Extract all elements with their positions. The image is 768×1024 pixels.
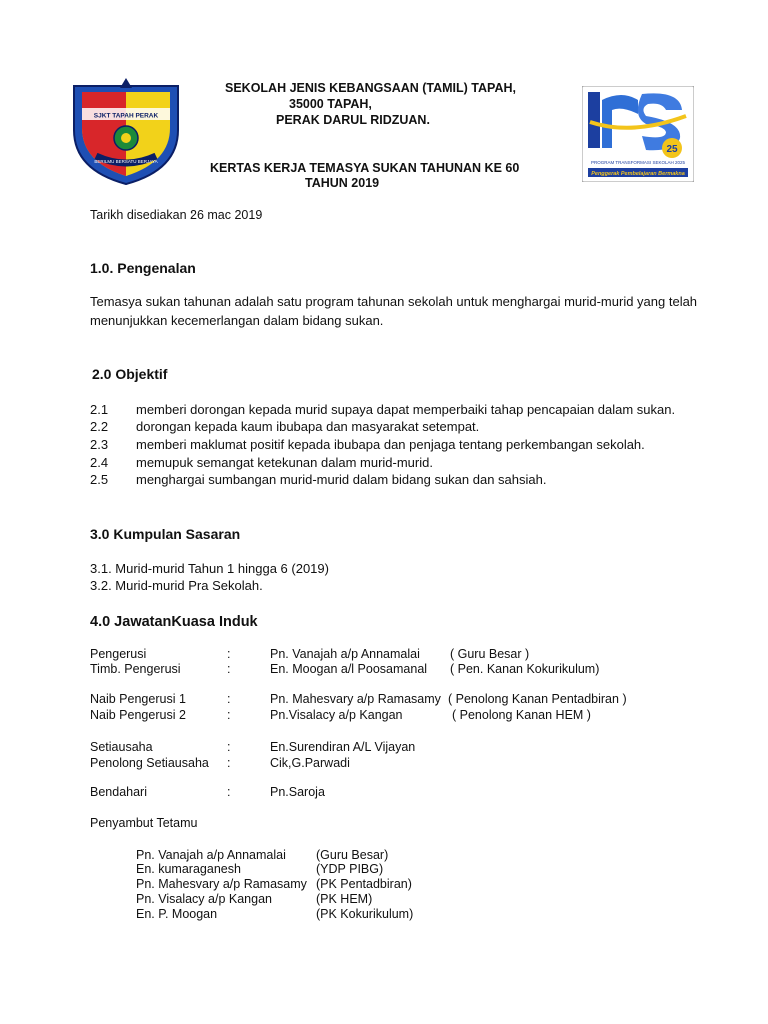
- committee-name: Pn. Mahesvary a/p Ramasamy: [270, 692, 441, 706]
- svg-text:25: 25: [666, 144, 678, 155]
- welcome-name: En. P. Moogan: [136, 907, 218, 921]
- welcome-committee-heading: Penyambut Tetamu: [90, 816, 198, 830]
- committee-note: ( Guru Besar ): [450, 647, 530, 661]
- intro-line-2: menunjukkan kecemerlangan dalam bidang sukan.: [90, 313, 384, 328]
- section-1-heading: 1.0. Pengenalan: [90, 260, 196, 276]
- prepared-date: 26 mac 2019: [190, 208, 263, 222]
- svg-text:SJKT TAPAH PERAK: SJKT TAPAH PERAK: [93, 112, 159, 120]
- committee-colon: :: [227, 662, 231, 676]
- committee-note: ( Penolong Kanan HEM ): [452, 708, 591, 722]
- document-title: KERTAS KERJA TEMASYA SUKAN TAHUNAN KE 60: [210, 161, 520, 175]
- committee-colon: :: [227, 647, 231, 661]
- objective-number: 2.5: [90, 472, 109, 487]
- welcome-role: (PK Pentadbiran): [316, 877, 412, 891]
- objective-text: menghargai sumbangan murid-murid dalam bidang sukan dan sahsiah.: [136, 472, 547, 487]
- objective-number: 2.1: [90, 402, 109, 417]
- committee-colon: :: [227, 785, 231, 799]
- committee-name: Cik,G.Parwadi: [270, 756, 350, 770]
- welcome-name: Pn. Mahesvary a/p Ramasamy: [136, 877, 307, 891]
- committee-note: ( Penolong Kanan Pentadbiran ): [448, 692, 627, 706]
- school-crest-logo: [66, 78, 186, 186]
- school-postcode: 35000 TAPAH,: [289, 97, 372, 111]
- objective-number: 2.2: [90, 419, 109, 434]
- welcome-name: Pn. Visalacy a/p Kangan: [136, 892, 272, 906]
- committee-role: Timb. Pengerusi: [90, 662, 181, 676]
- target-group-item: 3.1. Murid-murid Tahun 1 hingga 6 (2019): [90, 561, 329, 576]
- objective-text: memupuk semangat ketekunan dalam murid-murid.: [136, 455, 433, 470]
- committee-name: En. Moogan a/l Poosamanal: [270, 662, 428, 676]
- committee-name: Pn. Vanajah a/p Annamalai: [270, 647, 420, 661]
- committee-colon: :: [227, 756, 231, 770]
- svg-text:Penggerak Pembelajaran Bermakn: Penggerak Pembelajaran Bermakna: [591, 171, 685, 177]
- committee-role: Naib Pengerusi 2: [90, 708, 186, 722]
- committee-name: Pn.Visalacy a/p Kangan: [270, 708, 403, 722]
- intro-line-1: Temasya sukan tahunan adalah satu program tahunan sekolah untuk menghargai murid-murid yang telah: [90, 294, 698, 309]
- committee-colon: :: [227, 708, 231, 722]
- committee-role: Bendahari: [90, 785, 147, 799]
- document-year: TAHUN 2019: [305, 176, 380, 190]
- prepared-date-label: Tarikh disediakan :: [90, 208, 194, 222]
- target-group-item: 3.2. Murid-murid Pra Sekolah.: [90, 578, 263, 593]
- welcome-name: En. kumaraganesh: [136, 862, 241, 876]
- objective-text: dorongan kepada kaum ibubapa dan masyarakat setempat.: [136, 419, 480, 434]
- objective-text: memberi maklumat positif kepada ibubapa dan penjaga tentang perkembangan sekolah.: [136, 437, 645, 452]
- school-name: SEKOLAH JENIS KEBANGSAAN (TAMIL) TAPAH,: [225, 81, 516, 95]
- section-3-heading: 3.0 Kumpulan Sasaran: [90, 526, 241, 542]
- school-state: PERAK DARUL RIDZUAN.: [276, 113, 430, 127]
- welcome-role: (PK Kokurikulum): [316, 907, 414, 921]
- objective-number: 2.4: [90, 455, 109, 470]
- objective-text: memberi dorongan kepada murid supaya dapat memperbaiki tahap pencapaian dalam sukan.: [136, 402, 676, 417]
- svg-text:PROGRAM TRANSFORMASI SEKOLAH 2: PROGRAM TRANSFORMASI SEKOLAH 2025: [591, 160, 685, 165]
- committee-role: Pengerusi: [90, 647, 147, 661]
- committee-note: ( Pen. Kanan Kokurikulum): [450, 662, 600, 676]
- welcome-name: Pn. Vanajah a/p Annamalai: [136, 848, 286, 862]
- committee-colon: :: [227, 740, 231, 754]
- section-4-heading: 4.0 JawatanKuasa Induk: [90, 614, 258, 630]
- committee-name: En.Surendiran A/L Vijayan: [270, 740, 416, 754]
- committee-role: Setiausaha: [90, 740, 153, 754]
- welcome-role: (PK HEM): [316, 892, 373, 906]
- ts25-logo: [582, 86, 694, 182]
- committee-role: Naib Pengerusi 1: [90, 692, 186, 706]
- objective-number: 2.3: [90, 437, 109, 452]
- committee-colon: :: [227, 692, 231, 706]
- section-2-heading: 2.0 Objektif: [92, 366, 168, 382]
- welcome-role: (Guru Besar): [316, 848, 389, 862]
- committee-name: Pn.Saroja: [270, 785, 325, 799]
- welcome-role: (YDP PIBG): [316, 862, 384, 876]
- committee-role: Penolong Setiausaha: [90, 756, 209, 770]
- svg-text:BERILMU BERSATU BERJAYA: BERILMU BERSATU BERJAYA: [94, 159, 158, 164]
